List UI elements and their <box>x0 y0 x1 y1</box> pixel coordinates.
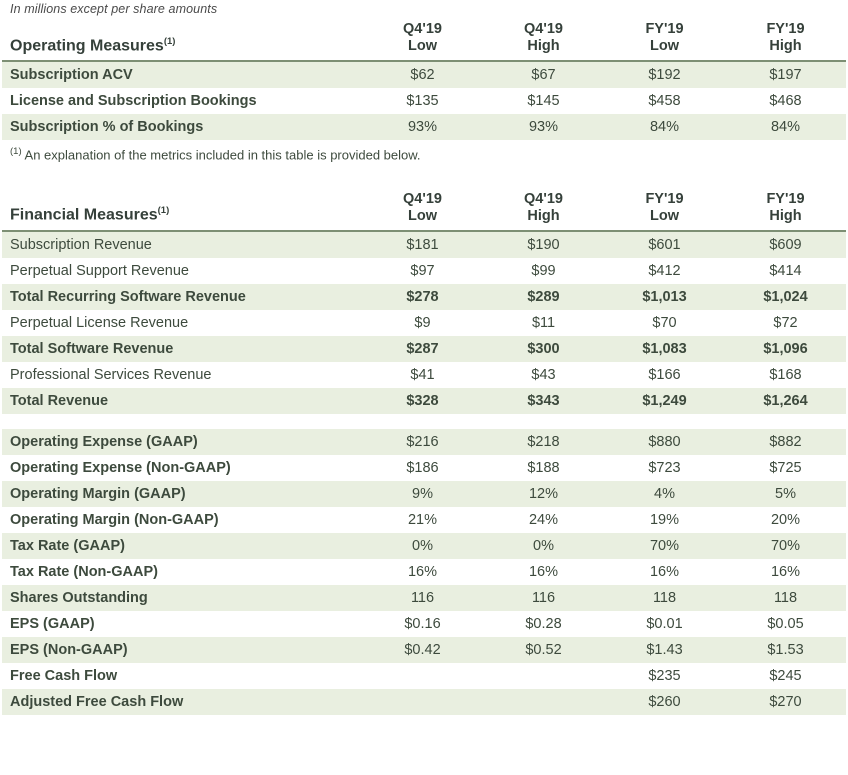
row-value: $0.28 <box>483 611 604 637</box>
row-value: $186 <box>362 455 483 481</box>
row-value: $260 <box>604 689 725 715</box>
row-value: $166 <box>604 362 725 388</box>
row-value: 21% <box>362 507 483 533</box>
operating-col-fy-high: FY'19 High <box>725 19 846 61</box>
row-value: $168 <box>725 362 846 388</box>
financial-measures-table <box>2 189 846 715</box>
footnote-marker: (1) <box>10 146 22 158</box>
row-value: $725 <box>725 455 846 481</box>
row-value: $197 <box>725 61 846 88</box>
row-value: 20% <box>725 507 846 533</box>
table-row <box>2 284 846 310</box>
financial-title-marker: (1) <box>157 205 170 217</box>
row-label: Total Revenue <box>2 388 362 414</box>
row-label: Total Software Revenue <box>2 336 362 362</box>
table-row <box>2 481 846 507</box>
table-spacer-row <box>2 414 846 429</box>
table-row <box>2 663 846 689</box>
row-value: $9 <box>362 310 483 336</box>
operating-title-marker: (1) <box>163 35 176 47</box>
row-value: 116 <box>362 585 483 611</box>
table-row <box>2 585 846 611</box>
row-value: 19% <box>604 507 725 533</box>
row-value: $0.16 <box>362 611 483 637</box>
row-value: $1,013 <box>604 284 725 310</box>
row-value: $0.42 <box>362 637 483 663</box>
row-value: $1,249 <box>604 388 725 414</box>
row-value: 84% <box>725 114 846 140</box>
row-value: 16% <box>362 559 483 585</box>
financial-col-q4-high: Q4'19 High <box>483 189 604 231</box>
financial-col-q4-low: Q4'19 Low <box>362 189 483 231</box>
row-value: 12% <box>483 481 604 507</box>
row-label: Professional Services Revenue <box>2 362 362 388</box>
operating-title-text: Operating Measures <box>10 37 164 55</box>
table-row <box>2 533 846 559</box>
operating-col-q4-high: Q4'19 High <box>483 19 604 61</box>
row-value: 70% <box>604 533 725 559</box>
row-value: $135 <box>362 88 483 114</box>
financial-title-text: Financial Measures <box>10 206 158 224</box>
table-row <box>2 61 846 88</box>
table-row <box>2 88 846 114</box>
row-value: $458 <box>604 88 725 114</box>
row-value: $343 <box>483 388 604 414</box>
row-label: Tax Rate (Non-GAAP) <box>2 559 362 585</box>
row-value: $11 <box>483 310 604 336</box>
table-row <box>2 114 846 140</box>
row-value: $300 <box>483 336 604 362</box>
table-row <box>2 429 846 455</box>
operating-measures-table <box>2 19 846 140</box>
row-value: $43 <box>483 362 604 388</box>
operating-table-body <box>2 61 846 140</box>
operating-title <box>2 19 362 61</box>
row-value: 16% <box>483 559 604 585</box>
row-value: $278 <box>362 284 483 310</box>
row-value: 93% <box>483 114 604 140</box>
row-value <box>483 663 604 689</box>
table-row <box>2 689 846 715</box>
row-value: $609 <box>725 231 846 258</box>
row-value: $245 <box>725 663 846 689</box>
row-label: EPS (GAAP) <box>2 611 362 637</box>
row-value: $188 <box>483 455 604 481</box>
row-value: $1.43 <box>604 637 725 663</box>
row-value: 16% <box>725 559 846 585</box>
row-value <box>483 689 604 715</box>
row-label: Operating Expense (Non-GAAP) <box>2 455 362 481</box>
row-value: 4% <box>604 481 725 507</box>
row-value: $328 <box>362 388 483 414</box>
financial-header-row <box>2 189 846 231</box>
financial-title <box>2 189 362 231</box>
table-row <box>2 637 846 663</box>
row-value: 116 <box>483 585 604 611</box>
row-label: Perpetual Support Revenue <box>2 258 362 284</box>
row-value: $601 <box>604 231 725 258</box>
row-value: $1,083 <box>604 336 725 362</box>
row-value: $97 <box>362 258 483 284</box>
row-value: $0.52 <box>483 637 604 663</box>
row-label: Total Recurring Software Revenue <box>2 284 362 310</box>
row-value: 0% <box>483 533 604 559</box>
table-row <box>2 231 846 258</box>
table-row <box>2 310 846 336</box>
row-value: $1,264 <box>725 388 846 414</box>
table-row <box>2 258 846 284</box>
row-label: Operating Expense (GAAP) <box>2 429 362 455</box>
units-note: In millions except per share amounts <box>10 2 218 16</box>
row-label: Adjusted Free Cash Flow <box>2 689 362 715</box>
row-value: $99 <box>483 258 604 284</box>
row-value: $190 <box>483 231 604 258</box>
row-label: Free Cash Flow <box>2 663 362 689</box>
row-value: $41 <box>362 362 483 388</box>
row-value: $72 <box>725 310 846 336</box>
table-row <box>2 611 846 637</box>
row-label: Operating Margin (Non-GAAP) <box>2 507 362 533</box>
row-value: $216 <box>362 429 483 455</box>
row-label: Shares Outstanding <box>2 585 362 611</box>
row-value: $1,096 <box>725 336 846 362</box>
row-value: $181 <box>362 231 483 258</box>
row-label: Tax Rate (GAAP) <box>2 533 362 559</box>
section-gap <box>2 163 846 185</box>
row-value: $67 <box>483 61 604 88</box>
row-value: $0.05 <box>725 611 846 637</box>
row-value: $414 <box>725 258 846 284</box>
row-value: 118 <box>604 585 725 611</box>
row-value: $0.01 <box>604 611 725 637</box>
row-value: $412 <box>604 258 725 284</box>
row-value: $1.53 <box>725 637 846 663</box>
financial-col-fy-high: FY'19 High <box>725 189 846 231</box>
row-label: Subscription % of Bookings <box>2 114 362 140</box>
row-value: $289 <box>483 284 604 310</box>
table-row <box>2 559 846 585</box>
row-value: $192 <box>604 61 725 88</box>
footnote-text: An explanation of the metrics included in this table is provided below. <box>24 147 421 163</box>
financial-table-body <box>2 231 846 715</box>
row-value: $1,024 <box>725 284 846 310</box>
operating-col-q4-low: Q4'19 Low <box>362 19 483 61</box>
table-row <box>2 388 846 414</box>
table-row <box>2 362 846 388</box>
table-footnote <box>2 140 846 162</box>
row-value: $723 <box>604 455 725 481</box>
row-value: 70% <box>725 533 846 559</box>
row-value: $235 <box>604 663 725 689</box>
row-value: $468 <box>725 88 846 114</box>
row-value: 118 <box>725 585 846 611</box>
row-value: 16% <box>604 559 725 585</box>
operating-header-row <box>2 19 846 61</box>
row-value: $218 <box>483 429 604 455</box>
row-label <box>2 414 362 429</box>
row-value: $270 <box>725 689 846 715</box>
row-label: Operating Margin (GAAP) <box>2 481 362 507</box>
row-value: 24% <box>483 507 604 533</box>
row-label: Subscription Revenue <box>2 231 362 258</box>
row-value: 0% <box>362 533 483 559</box>
row-value: $882 <box>725 429 846 455</box>
row-value: $145 <box>483 88 604 114</box>
row-label: EPS (Non-GAAP) <box>2 637 362 663</box>
row-label: Perpetual License Revenue <box>2 310 362 336</box>
row-value: $287 <box>362 336 483 362</box>
row-label: Subscription ACV <box>2 61 362 88</box>
row-label: License and Subscription Bookings <box>2 88 362 114</box>
row-value: $880 <box>604 429 725 455</box>
row-value: $70 <box>604 310 725 336</box>
row-value: 5% <box>725 481 846 507</box>
row-value: 9% <box>362 481 483 507</box>
row-value <box>362 689 483 715</box>
row-value: $62 <box>362 61 483 88</box>
row-value <box>362 663 483 689</box>
operating-table-head <box>2 19 846 61</box>
table-row <box>2 507 846 533</box>
table-row <box>2 455 846 481</box>
financial-col-fy-low: FY'19 Low <box>604 189 725 231</box>
financial-table-head <box>2 189 846 231</box>
table-row <box>2 336 846 362</box>
operating-col-fy-low: FY'19 Low <box>604 19 725 61</box>
row-value: 84% <box>604 114 725 140</box>
row-value: 93% <box>362 114 483 140</box>
